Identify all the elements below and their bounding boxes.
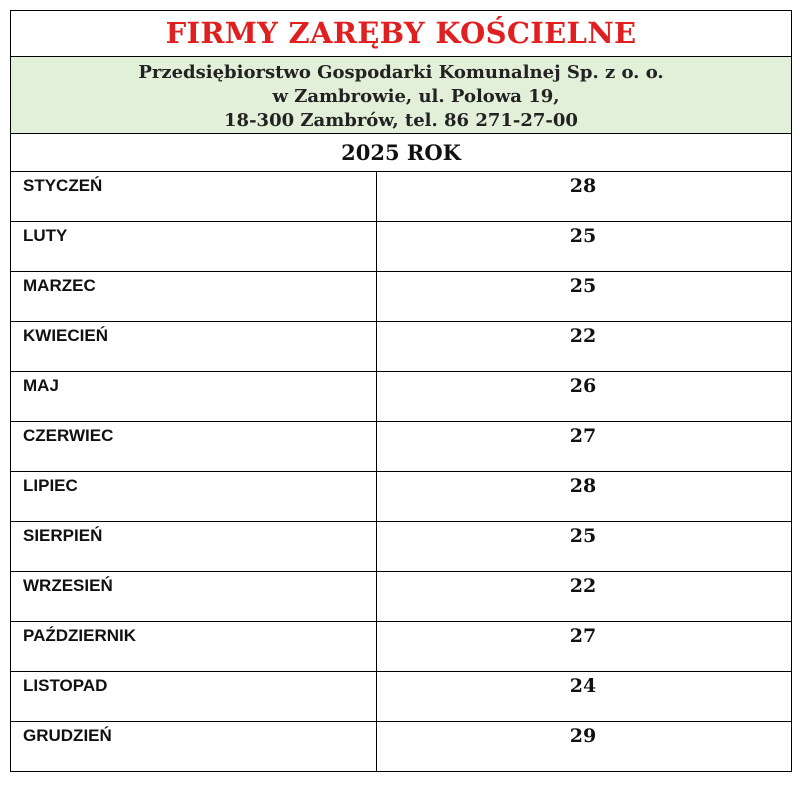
table-row	[11, 572, 791, 622]
table-row	[11, 722, 791, 771]
month-cell: MARZEC	[11, 272, 377, 321]
month-cell: MAJ	[11, 372, 377, 421]
value-cell: 25	[569, 225, 597, 247]
year-heading: 2025 ROK	[11, 134, 791, 172]
table-title: FIRMY ZARĘBY KOŚCIELNE	[11, 11, 791, 57]
month-cell: WRZESIEŃ	[11, 572, 377, 621]
value-cell: 22	[569, 325, 597, 347]
table-row	[11, 172, 791, 222]
month-cell: STYCZEŃ	[11, 172, 377, 221]
table-row	[11, 622, 791, 672]
value-cell: 25	[569, 525, 597, 547]
month-cell: KWIECIEŃ	[11, 322, 377, 371]
table-row	[11, 222, 791, 272]
month-cell: GRUDZIEŃ	[11, 722, 377, 771]
schedule-table	[10, 10, 792, 772]
company-name: Przedsiębiorstwo Gospodarki Komunalnej Sp. z o. o.	[138, 62, 664, 83]
month-cell: SIERPIEŃ	[11, 522, 377, 571]
value-cell: 29	[569, 725, 597, 747]
value-cell: 22	[569, 575, 597, 597]
table-row	[11, 522, 791, 572]
table-row	[11, 322, 791, 372]
company-address: w Zambrowie, ul. Polowa 19,	[272, 86, 560, 107]
table-row	[11, 372, 791, 422]
value-cell: 27	[569, 425, 597, 447]
value-cell: 25	[569, 275, 597, 297]
value-cell: 26	[569, 375, 597, 397]
month-cell: CZERWIEC	[11, 422, 377, 471]
table-row	[11, 422, 791, 472]
value-cell: 24	[569, 675, 597, 697]
table-row	[11, 472, 791, 522]
table-row	[11, 272, 791, 322]
month-rows	[11, 172, 791, 771]
month-cell: LISTOPAD	[11, 672, 377, 721]
month-cell: PAŹDZIERNIK	[11, 622, 377, 671]
company-info	[11, 57, 791, 134]
value-cell: 27	[569, 625, 597, 647]
value-cell: 28	[569, 475, 597, 497]
table-row	[11, 672, 791, 722]
company-contact: 18-300 Zambrów, tel. 86 271-27-00	[224, 110, 578, 131]
month-cell: LIPIEC	[11, 472, 377, 521]
value-cell: 28	[569, 175, 597, 197]
month-cell: LUTY	[11, 222, 377, 271]
